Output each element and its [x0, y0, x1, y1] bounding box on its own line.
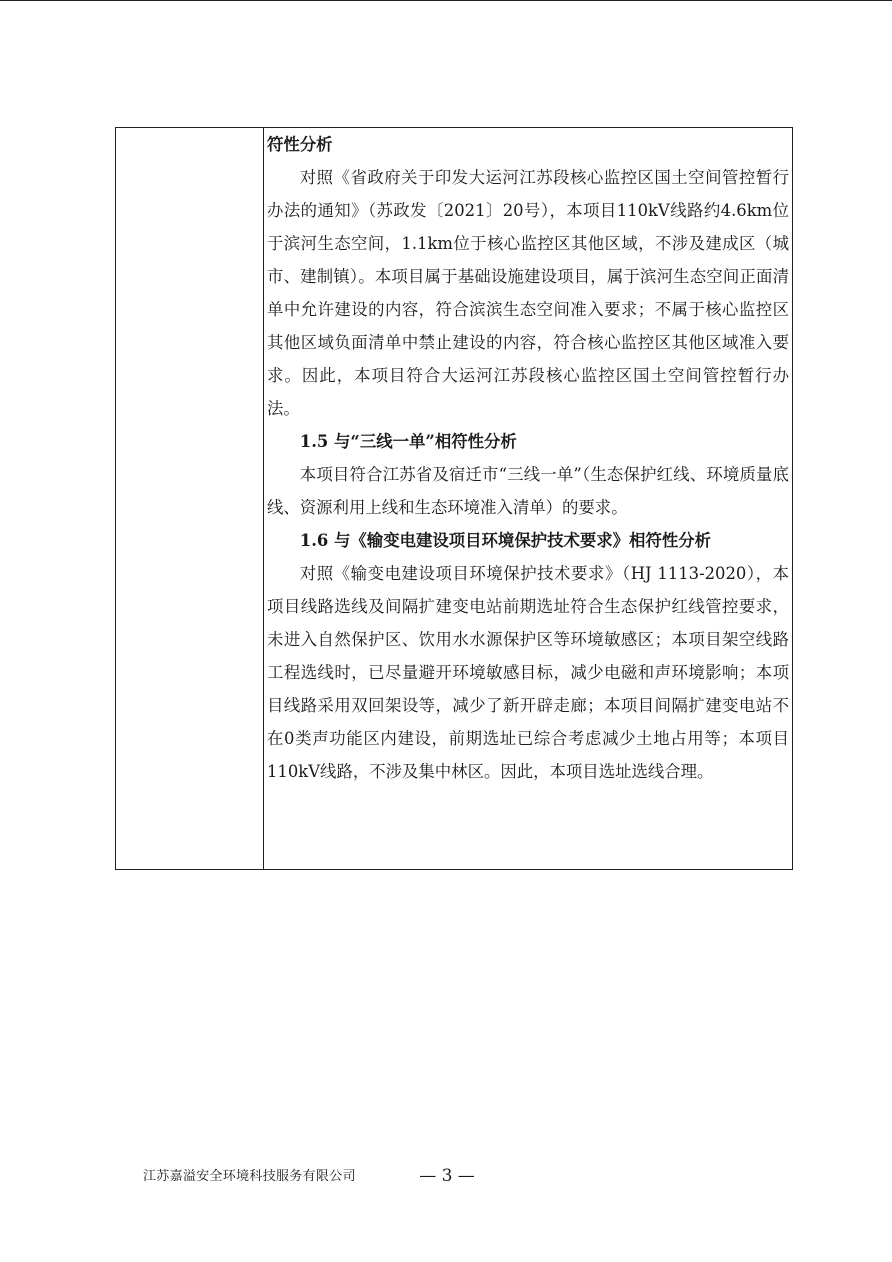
table-content-cell — [267, 128, 789, 788]
table-label-cell — [116, 128, 264, 869]
document-table — [115, 127, 793, 870]
paragraph-three-lines: 本项目符合江苏省及宿迁市“三线一单”（生态保护红线、环境质量底线、资源利用上线和生态环境准入清单）的要求。 — [267, 465, 789, 517]
top-border-line — [0, 0, 892, 1]
heading-1-6: 1.6 与《输变电建设项目环境保护技术要求》相符性分析 — [299, 531, 712, 550]
section-continuation-title: 符性分析 — [267, 135, 333, 154]
page-number: — 3 — — [419, 1166, 475, 1186]
heading-1-5: 1.5 与“三线一单”相符性分析 — [299, 432, 517, 451]
footer-company-name: 江苏嘉溢安全环境科技服务有限公司 — [143, 1169, 356, 1184]
paragraph-tech-requirements: 对照《输变电建设项目环境保护技术要求》（HJ 1113-2020），本项目线路选线及间隔扩建变电站前期选址符合生态保护红线管控要求，未进入自然保护区、饮用水水源保护区等环境敏感区；本项目架空线路工程选线时，已尽量避开环境敏感目标，减少电磁和声环境影响；本项目线路采用双回架设等，减少了新开辟走廊；本项目间隔扩建变电站不在0类声功能区内建设，前期选址已综合考虑减少土地占用等；本项目110kV线路，不涉及集中林区。因此，本项目选址选线合理。 — [267, 564, 789, 781]
paragraph-grand-canal: 对照《省政府关于印发大运河江苏段核心监控区国土空间管控暂行办法的通知》（苏政发〔2021〕20号），本项目110kV线路约4.6km位于滨河生态空间，1.1km位于核心监控区其他区域，不涉及建成区（城市、建制镇）。本项目属于基础设施建设项目，属于滨河生态空间正面清单中允许建设的内容，符合滨滨生态空间准入要求；不属于核心监控区其他区域负面清单中禁止建设的内容，符合核心监控区其他区域准入要求。因此，本项目符合大运河江苏段核心监控区国土空间管控暂行办法。 — [267, 168, 789, 418]
